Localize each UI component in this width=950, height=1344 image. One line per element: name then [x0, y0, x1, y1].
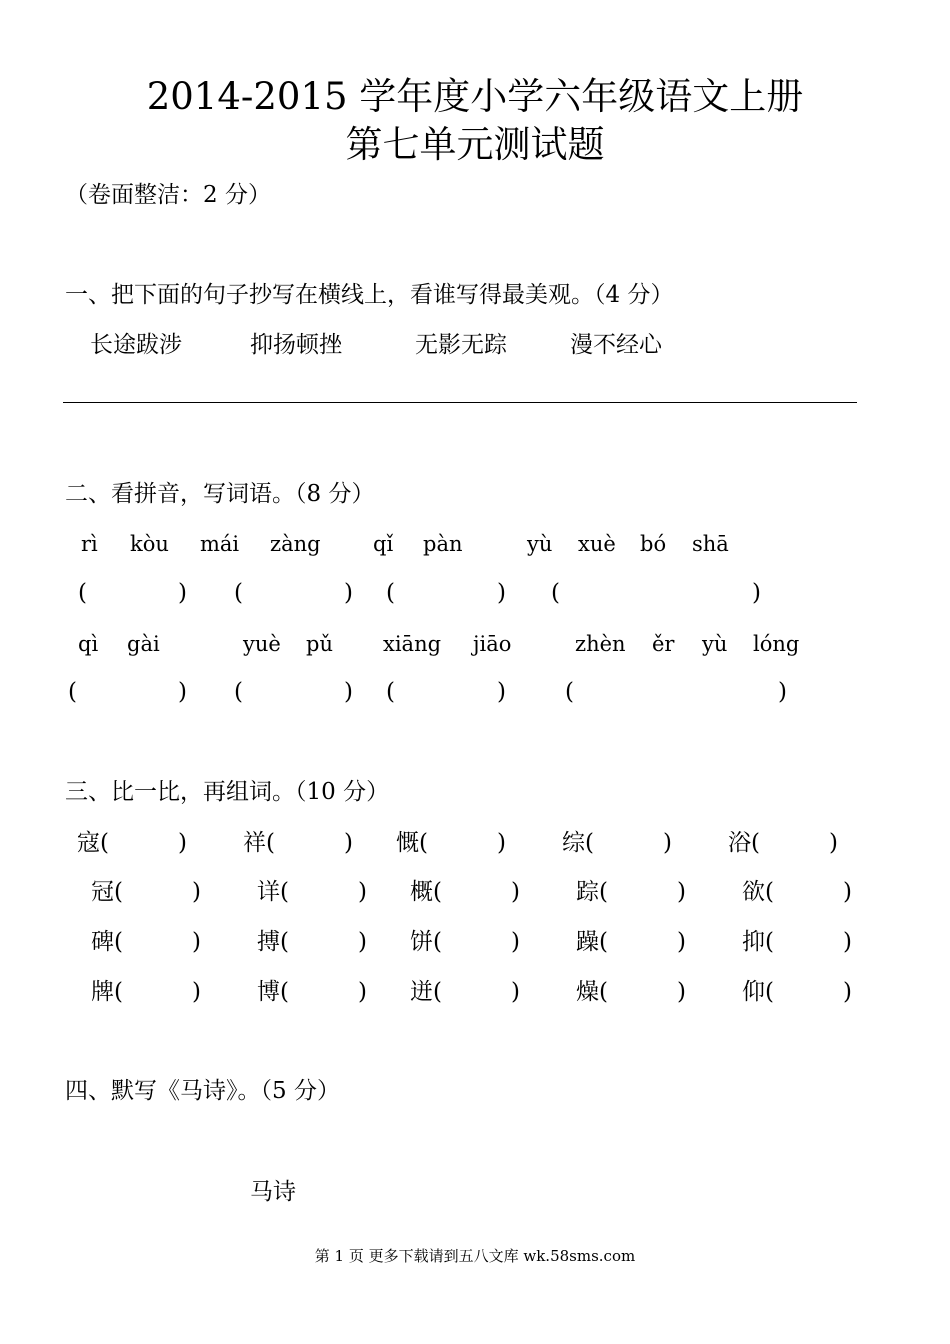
- compare-bracket-close: ): [677, 929, 686, 955]
- compare-char[interactable]: 欲(: [742, 879, 774, 905]
- compare-char[interactable]: 牌(: [91, 979, 123, 1005]
- answer-bracket-open[interactable]: (: [234, 580, 243, 606]
- compare-bracket-close: ): [192, 929, 201, 955]
- copy-word: 漫不经心: [570, 332, 662, 358]
- writing-line[interactable]: [63, 402, 857, 403]
- pinyin-syllable: lóng: [753, 632, 800, 656]
- answer-bracket-close: ): [178, 580, 187, 606]
- pinyin-syllable: mái: [200, 532, 240, 556]
- answer-bracket-close: ): [778, 679, 787, 705]
- answer-bracket-open[interactable]: (: [551, 580, 560, 606]
- copy-word: 抑扬顿挫: [250, 332, 342, 358]
- compare-bracket-close: ): [358, 979, 367, 1005]
- compare-char[interactable]: 祥(: [243, 830, 275, 856]
- pinyin-syllable: xuè: [578, 532, 616, 556]
- answer-bracket-close: ): [344, 679, 353, 705]
- compare-bracket-close: ): [843, 879, 852, 905]
- compare-char[interactable]: 燥(: [576, 979, 608, 1005]
- pinyin-syllable: yù: [527, 532, 553, 556]
- pinyin-syllable: kòu: [130, 532, 169, 556]
- compare-char[interactable]: 踪(: [576, 879, 608, 905]
- answer-bracket-open[interactable]: (: [234, 679, 243, 705]
- compare-bracket-close: ): [843, 929, 852, 955]
- compare-char[interactable]: 躁(: [576, 929, 608, 955]
- compare-bracket-close: ): [677, 879, 686, 905]
- compare-char[interactable]: 博(: [257, 979, 289, 1005]
- pinyin-syllable: rì: [81, 532, 98, 556]
- compare-bracket-close: ): [511, 979, 520, 1005]
- pinyin-syllable: ěr: [652, 632, 675, 656]
- pinyin-syllable: pàn: [423, 532, 463, 556]
- section1-heading: 一、把下面的句子抄写在横线上，看谁写得最美观。（4 分）: [65, 282, 674, 308]
- compare-bracket-close: ): [344, 830, 353, 856]
- answer-bracket-close: ): [497, 580, 506, 606]
- pinyin-syllable: gài: [127, 632, 160, 656]
- compare-bracket-close: ): [511, 879, 520, 905]
- answer-bracket-open[interactable]: (: [565, 679, 574, 705]
- answer-bracket-close: ): [497, 679, 506, 705]
- answer-bracket-open[interactable]: (: [78, 580, 87, 606]
- compare-char[interactable]: 慨(: [396, 830, 428, 856]
- compare-bracket-close: ): [843, 979, 852, 1005]
- pinyin-syllable: zhèn: [575, 632, 626, 656]
- pinyin-syllable: shā: [692, 532, 729, 556]
- compare-char[interactable]: 饼(: [410, 929, 442, 955]
- pinyin-syllable: yù: [702, 632, 728, 656]
- compare-bracket-close: ): [511, 929, 520, 955]
- compare-char[interactable]: 冠(: [91, 879, 123, 905]
- compare-bracket-close: ): [358, 879, 367, 905]
- compare-char[interactable]: 抑(: [742, 929, 774, 955]
- answer-bracket-close: ): [178, 679, 187, 705]
- compare-bracket-close: ): [677, 979, 686, 1005]
- title-line-1: 2014-2015 学年度小学六年级语文上册: [146, 75, 804, 118]
- pinyin-syllable: xiāng: [383, 632, 442, 656]
- compare-bracket-close: ): [497, 830, 506, 856]
- pinyin-syllable: yuè: [243, 632, 281, 656]
- pinyin-syllable: bó: [640, 532, 667, 556]
- answer-bracket-open[interactable]: (: [386, 580, 395, 606]
- answer-bracket-open[interactable]: (: [68, 679, 77, 705]
- compare-bracket-close: ): [178, 830, 187, 856]
- neatness-score: （卷面整洁：2 分）: [65, 182, 271, 208]
- answer-bracket-open[interactable]: (: [386, 679, 395, 705]
- pinyin-syllable: pǔ: [306, 632, 333, 656]
- section4-heading: 四、默写《马诗》。（5 分）: [65, 1078, 340, 1104]
- answer-bracket-close: ): [344, 580, 353, 606]
- compare-char[interactable]: 仰(: [742, 979, 774, 1005]
- compare-char[interactable]: 迸(: [410, 979, 442, 1005]
- pinyin-syllable: qì: [78, 632, 99, 656]
- title-line-2: 第七单元测试题: [345, 123, 605, 166]
- compare-bracket-close: ): [192, 879, 201, 905]
- compare-char[interactable]: 搏(: [257, 929, 289, 955]
- page-footer: 第 1 页 更多下载请到五八文库 wk.58sms.com: [314, 1247, 636, 1265]
- section3-heading: 三、比一比，再组词。（10 分）: [65, 779, 390, 805]
- copy-word: 无影无踪: [415, 332, 507, 358]
- compare-bracket-close: ): [192, 979, 201, 1005]
- compare-bracket-close: ): [829, 830, 838, 856]
- pinyin-syllable: qǐ: [373, 532, 394, 556]
- answer-bracket-close: ): [752, 580, 761, 606]
- compare-char[interactable]: 碑(: [91, 929, 123, 955]
- pinyin-syllable: jiāo: [473, 632, 512, 656]
- pinyin-syllable: zàng: [270, 532, 321, 556]
- compare-char[interactable]: 概(: [410, 879, 442, 905]
- compare-char[interactable]: 详(: [257, 879, 289, 905]
- compare-char[interactable]: 寇(: [77, 830, 109, 856]
- compare-bracket-close: ): [663, 830, 672, 856]
- poem-title: 马诗: [250, 1179, 296, 1205]
- compare-char[interactable]: 综(: [562, 830, 594, 856]
- section2-heading: 二、看拼音，写词语。（8 分）: [65, 481, 375, 507]
- compare-char[interactable]: 浴(: [728, 830, 760, 856]
- copy-word: 长途跋涉: [90, 332, 182, 358]
- compare-bracket-close: ): [358, 929, 367, 955]
